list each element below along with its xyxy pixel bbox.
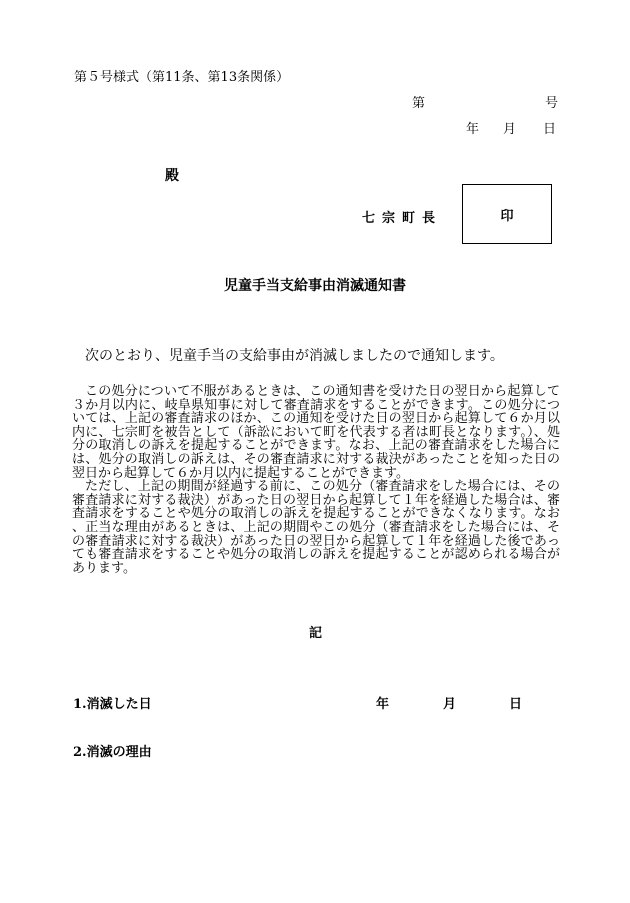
item1-day: 日 (509, 697, 523, 712)
document-title: 児童手当支給事由消滅通知書 (224, 278, 406, 294)
appeal-notice (72, 385, 560, 575)
issue-date-day: 日 (543, 122, 557, 137)
seal-box (462, 184, 552, 244)
issue-date-month: 月 (503, 122, 517, 137)
item1-year: 年 (376, 697, 390, 712)
issue-date-year: 年 (466, 122, 480, 137)
item1-date (376, 693, 522, 712)
appeal-notice-paragraph-2: ただし、上記の期間が経過する前に、この処分（審査請求をした場合には、その審査請求に対する裁決）があった日の翌日から起算して１年を経過した場合は、審査請求をすることや処分の取消しの訴えを提起することができなくなります。なお、正当な理由があるときは、上記の期間やこの処分（審査請求をした場合には、その審査請求に対する裁決）があった日の翌日から起算して１年を経過した後であっても審査請求をすることや処分の取消しの訴えを提起することが認められる場合があります。 (72, 479, 560, 576)
seal-label: 印 (500, 208, 514, 224)
addressee-honorific: 殿 (165, 168, 179, 184)
form-number: 第５号様式（第11条、第13条関係） (74, 70, 290, 85)
intro-text: 次のとおり、児童手当の支給事由が消滅しましたので通知します。 (85, 348, 504, 364)
issuer-title: 七宗町長 (362, 211, 443, 226)
item1-month: 月 (443, 697, 457, 712)
issue-date (466, 118, 556, 137)
appeal-notice-paragraph-1: この処分について不服があるときは、この通知書を受けた日の翌日から起算して３か月以内に、岐阜県知事に対して審査請求をすることができます。この処分については、上記の審査請求のほか、この通知を受けた日の翌日から起算して６か月以内に、七宗町を被告として（訴訟において町を代表する者は町長となります。）、処分の取消しの訴えを提起することができます。なお、上記の審査請求をした場合には、処分の取消しの訴えは、その審査請求に対する裁決があったことを知った日の翌日から起算して６か月以内に提起することができます。 (72, 384, 560, 481)
ki-heading: 記 (309, 626, 323, 641)
document-number-suffix: 号 (545, 96, 559, 111)
item1-label: 1.消滅した日 (73, 697, 152, 712)
item2-label: 2.消滅の理由 (73, 745, 152, 760)
document-number-prefix: 第 (412, 96, 426, 111)
